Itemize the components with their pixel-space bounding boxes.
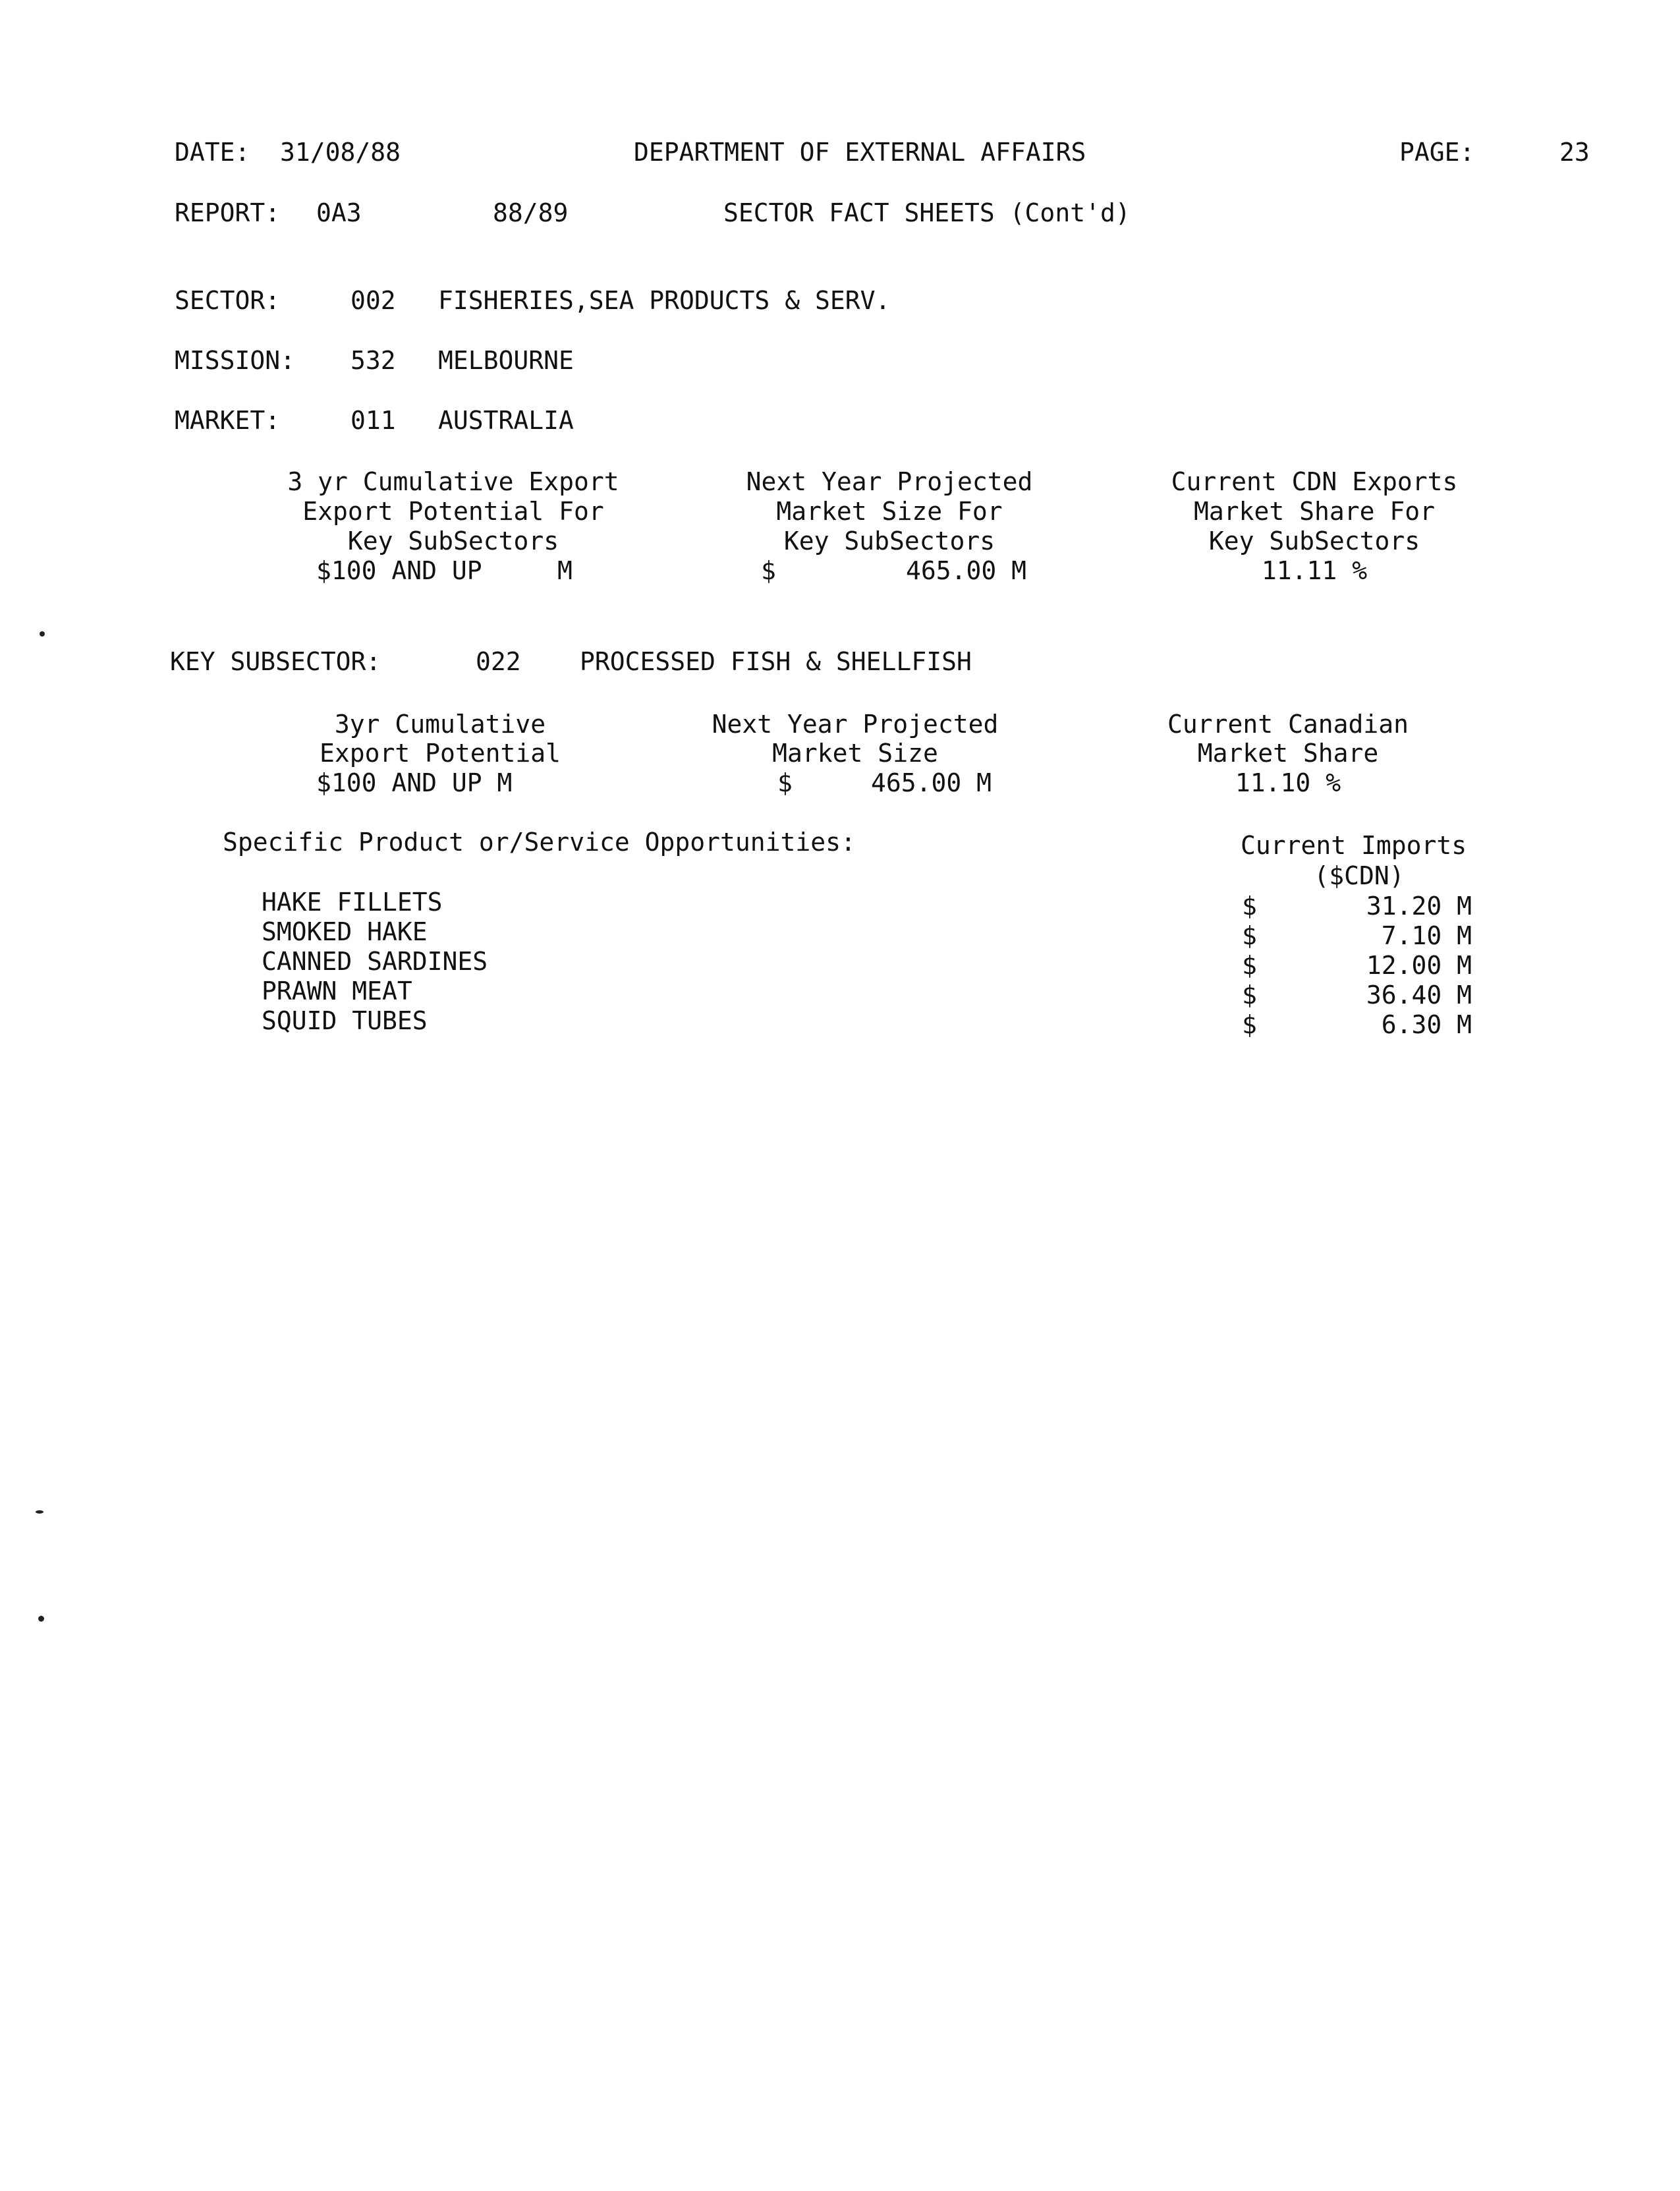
subsector-col3-line2: Market Share [1197, 739, 1379, 768]
import-currency: $ [1242, 981, 1257, 1010]
sector-col2-value: 465.00 M [905, 556, 1026, 585]
product-name: SQUID TUBES [262, 1006, 428, 1035]
scan-speck [40, 631, 45, 637]
sector-code: 002 [350, 286, 396, 315]
import-value: 12.00 M [1366, 951, 1472, 980]
import-currency: $ [1242, 1010, 1257, 1039]
sector-col3-value: 11.11 % [1261, 556, 1368, 585]
import-value: 31.20 M [1366, 892, 1472, 921]
subsector-col2-currency: $ [777, 768, 793, 797]
sector-label: SECTOR: [175, 286, 281, 315]
sector-col1-line1: 3 yr Cumulative Export [287, 467, 619, 496]
sector-col1-value: $100 AND UP M [316, 556, 573, 585]
sector-col3-line1: Current CDN Exports [1171, 467, 1458, 496]
date-label: DATE: [175, 138, 250, 167]
subsector-col2-line2: Market Size [772, 739, 938, 768]
page-number: 23 [1559, 138, 1590, 167]
page-label: PAGE: [1399, 138, 1475, 167]
sector-col3-line3: Key SubSectors [1208, 526, 1420, 555]
subsector-col3-line1: Current Canadian [1167, 710, 1409, 739]
sector-col2-line3: Key SubSectors [783, 526, 995, 555]
product-name: SMOKED HAKE [262, 917, 428, 946]
import-value: 7.10 M [1381, 921, 1472, 950]
import-currency: $ [1242, 892, 1257, 921]
mission-code: 532 [350, 346, 396, 375]
imports-heading: Current Imports [1241, 831, 1467, 860]
department-title: DEPARTMENT OF EXTERNAL AFFAIRS [634, 138, 1086, 167]
product-name: HAKE FILLETS [262, 888, 443, 917]
imports-unit: ($CDN) [1314, 861, 1405, 890]
market-label: MARKET: [175, 406, 281, 435]
sector-name: FISHERIES,SEA PRODUCTS & SERV. [438, 286, 891, 315]
import-value: 6.30 M [1381, 1010, 1472, 1039]
report-label: REPORT: [175, 198, 281, 227]
subsector-col1-line2: Export Potential [319, 739, 561, 768]
sector-col2-line2: Market Size For [776, 497, 1003, 526]
subsector-col2-value: 465.00 M [870, 768, 992, 797]
report-title: SECTOR FACT SHEETS (Cont'd) [723, 198, 1131, 227]
subsector-col3-value: 11.10 % [1235, 768, 1341, 797]
key-subsector-label: KEY SUBSECTOR: [170, 647, 381, 676]
import-currency: $ [1242, 921, 1257, 950]
key-subsector-code: 022 [476, 647, 521, 676]
report-code: 0A3 [316, 198, 362, 227]
sector-col1-line3: Key SubSectors [347, 526, 559, 555]
sector-col3-line2: Market Share For [1193, 497, 1436, 526]
subsector-col1-line1: 3yr Cumulative [334, 710, 546, 739]
opportunities-heading: Specific Product or/Service Opportunities: [223, 828, 856, 857]
import-value: 36.40 M [1366, 981, 1472, 1010]
sector-col2-line1: Next Year Projected [746, 467, 1033, 496]
product-name: CANNED SARDINES [262, 947, 488, 976]
product-name: PRAWN MEAT [262, 977, 412, 1006]
sector-col2-currency: $ [761, 556, 776, 585]
date-value: 31/08/88 [280, 138, 401, 167]
subsector-col1-value: $100 AND UP M [316, 768, 513, 797]
market-code: 011 [350, 406, 396, 435]
market-name: AUSTRALIA [438, 406, 574, 435]
scan-speck [38, 1616, 44, 1622]
scan-speck [36, 1510, 43, 1514]
sector-col1-line2: Export Potential For [302, 497, 604, 526]
mission-label: MISSION: [175, 346, 296, 375]
fiscal-year: 88/89 [493, 198, 569, 227]
mission-name: MELBOURNE [438, 346, 574, 375]
subsector-col2-line1: Next Year Projected [712, 710, 999, 739]
key-subsector-name: PROCESSED FISH & SHELLFISH [580, 647, 972, 676]
import-currency: $ [1242, 951, 1257, 980]
